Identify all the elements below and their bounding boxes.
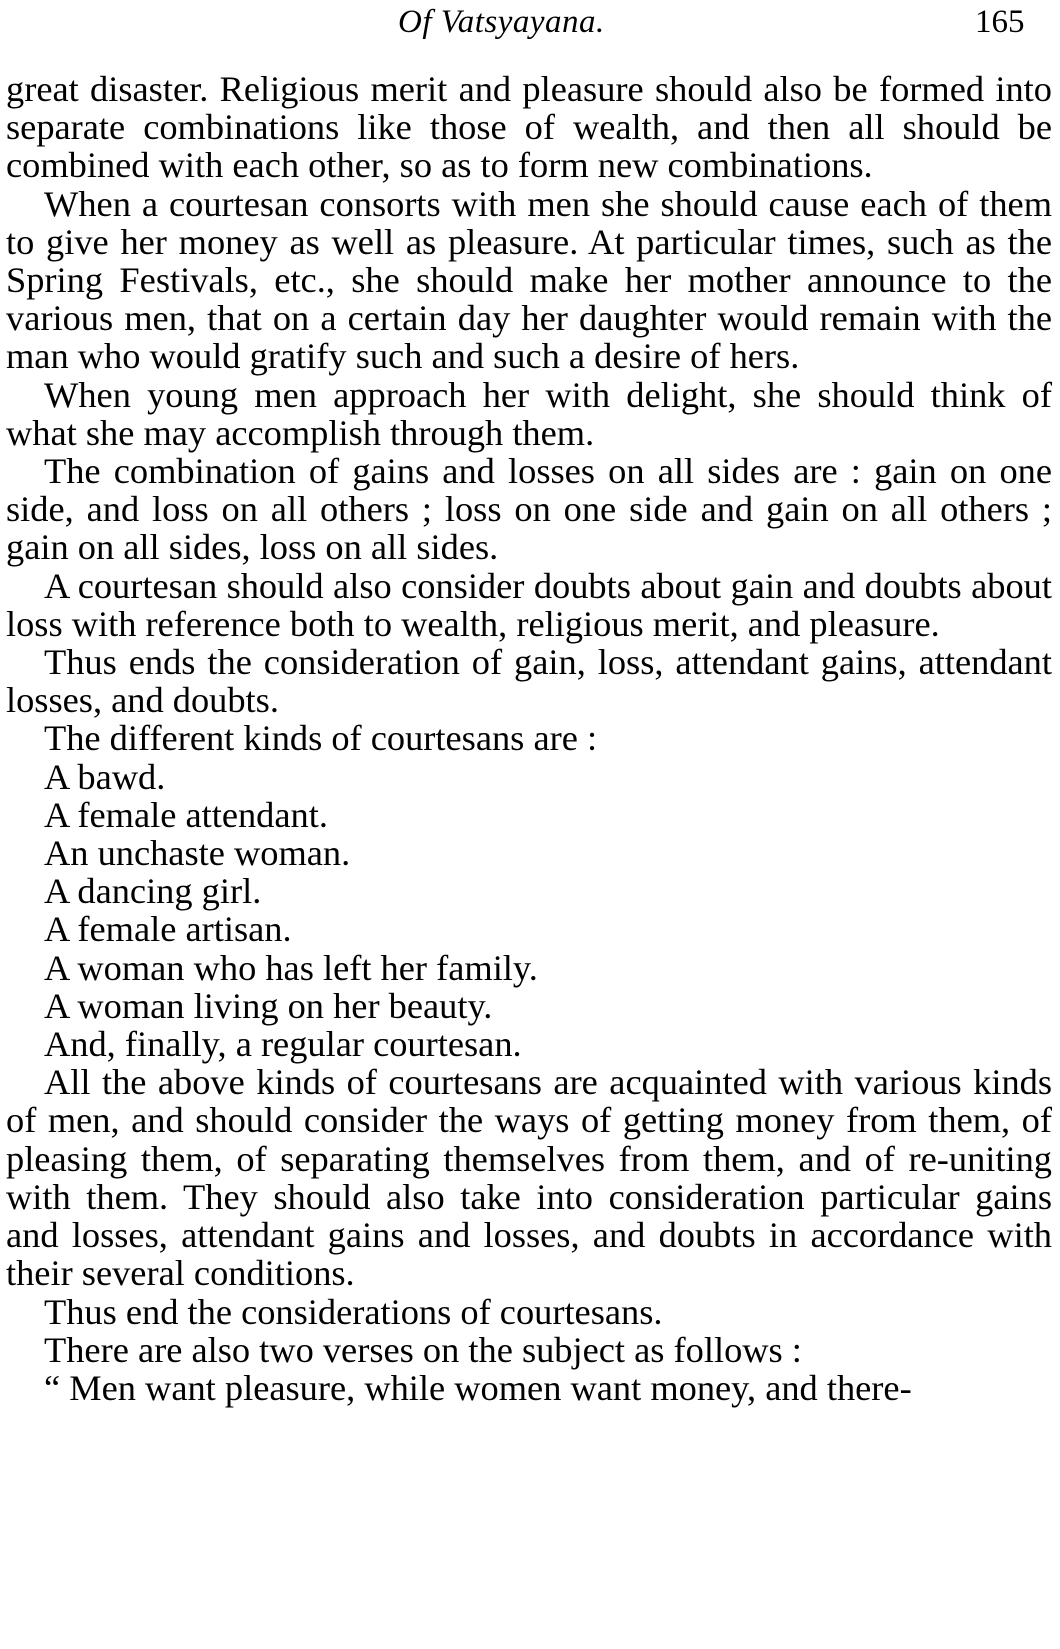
running-title: Of Vatsyayana. bbox=[398, 4, 605, 40]
paragraph-doubts: A courtesan should also consider doubts about gain and doubts about loss with reference both to wealth, religious merit, and pleasure. bbox=[6, 565, 1052, 644]
courtesan-kinds-list bbox=[6, 758, 1052, 1064]
list-item: And, finally, a regular courtesan. bbox=[44, 1024, 522, 1065]
paragraph-continued: great disaster. Religious merit and pleasure should also be formed into separate combinations like those of wealth, and then all should be combined with each other, so as to form new combinations. bbox=[6, 69, 1052, 186]
list-item: A woman living on her beauty. bbox=[44, 985, 493, 1026]
paragraph-consorts: When a courtesan consorts with men she should cause each of them to give her money as well as pleasure. At particular times, such as the Spring Festivals, etc., she should make her mother announce to the various men, that on a certain day her daughter would remain with the man who would gratify such and such a desire of hers. bbox=[6, 183, 1052, 377]
page-body bbox=[6, 70, 1052, 1407]
paragraph-combinations: The combination of gains and losses on all sides are : gain on one side, and loss on all others ; loss on one side and gain on all others ; gain on all sides, loss on all sides. bbox=[6, 451, 1052, 568]
paragraph-acquainted: All the above kinds of courtesans are acquainted with various kinds of men, and should consider the ways of getting money from them, of pleasing them, of separating themselves from them, and of re-uniting with them. They should also take into consideration particular gains and losses, attendant gains and losses, and doubts in accordance with their several conditions. bbox=[6, 1062, 1052, 1294]
list-item: A female artisan. bbox=[44, 909, 292, 950]
paragraph-young-men: When young men approach her with delight, she should think of what she may accomplish through them. bbox=[6, 374, 1052, 453]
paragraph-verses-intro: There are also two verses on the subject as follows : bbox=[44, 1329, 802, 1370]
page-number: 165 bbox=[975, 4, 1025, 40]
paragraph-verse-quote: “ Men want pleasure, while women want money, and there- bbox=[44, 1367, 912, 1408]
paragraph-thus-ends: Thus ends the consideration of gain, loss, attendant gains, attendant losses, and doubts. bbox=[6, 642, 1052, 721]
list-item: A woman who has left her family. bbox=[44, 947, 538, 988]
page-header bbox=[0, 0, 1060, 44]
list-item: A dancing girl. bbox=[44, 871, 262, 912]
list-item: An unchaste woman. bbox=[44, 833, 351, 874]
paragraph-thus-end: Thus end the considerations of courtesans. bbox=[44, 1291, 663, 1332]
list-item: A female attendant. bbox=[44, 794, 328, 835]
list-item: A bawd. bbox=[44, 756, 166, 797]
paragraph-kinds-intro: The different kinds of courtesans are : bbox=[44, 718, 598, 759]
